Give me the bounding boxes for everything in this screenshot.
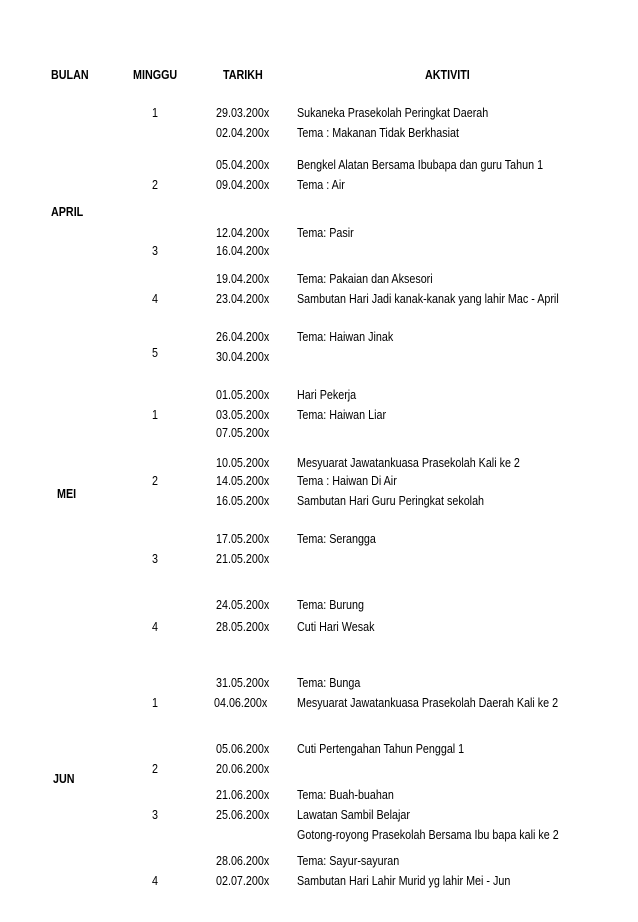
row-activity: Mesyuarat Jawatankuasa Prasekolah Kali ke 2 [297, 456, 520, 470]
row-date: 10.05.200x [216, 456, 270, 470]
row-date: 19.04.200x [216, 272, 270, 286]
row-activity: Tema: Haiwan Liar [297, 408, 387, 422]
week-number: 2 [152, 474, 158, 488]
week-number: 3 [152, 552, 158, 566]
month-label: APRIL [51, 205, 84, 219]
row-date: 30.04.200x [216, 350, 270, 364]
row-activity: Gotong-royong Prasekolah Bersama Ibu bapa kali ke 2 [297, 828, 559, 842]
header-aktiviti: AKTIVITI [425, 68, 470, 82]
row-date: 20.06.200x [216, 762, 270, 776]
header-tarikh: TARIKH [223, 68, 263, 82]
row-activity: Tema: Haiwan Jinak [297, 330, 394, 344]
week-number: 2 [152, 178, 158, 192]
row-date: 28.06.200x [216, 854, 270, 868]
week-number: 1 [152, 106, 158, 120]
week-number: 4 [152, 292, 158, 306]
row-activity: Tema: Pasir [297, 226, 354, 240]
row-date: 07.05.200x [216, 426, 270, 440]
week-number: 4 [152, 874, 158, 888]
row-activity: Lawatan Sambil Belajar [297, 808, 410, 822]
header-bulan: BULAN [51, 68, 89, 82]
row-date: 04.06.200x [214, 696, 268, 710]
week-number: 2 [152, 762, 158, 776]
row-activity: Hari Pekerja [297, 388, 357, 402]
row-date: 02.07.200x [216, 874, 270, 888]
row-activity: Tema : Haiwan Di Air [297, 474, 397, 488]
month-label: JUN [53, 772, 75, 786]
row-activity: Tema: Serangga [297, 532, 376, 546]
row-activity: Mesyuarat Jawatankuasa Prasekolah Daerah Kali ke 2 [297, 696, 559, 710]
row-date: 24.05.200x [216, 598, 270, 612]
row-activity: Tema: Buah-buahan [297, 788, 394, 802]
row-activity: Sambutan Hari Lahir Murid yg lahir Mei - Jun [297, 874, 511, 888]
row-date: 02.04.200x [216, 126, 270, 140]
row-date: 16.04.200x [216, 244, 270, 258]
row-activity: Tema : Air [297, 178, 345, 192]
week-number: 1 [152, 696, 158, 710]
header-minggu: MINGGU [133, 68, 178, 82]
row-date: 21.05.200x [216, 552, 270, 566]
row-date: 05.06.200x [216, 742, 270, 756]
row-date: 23.04.200x [216, 292, 270, 306]
row-activity: Tema : Makanan Tidak Berkhasiat [297, 126, 459, 140]
row-date: 25.06.200x [216, 808, 270, 822]
row-date: 26.04.200x [216, 330, 270, 344]
row-activity: Cuti Hari Wesak [297, 620, 375, 634]
row-date: 01.05.200x [216, 388, 270, 402]
row-activity: Sambutan Hari Jadi kanak-kanak yang lahir Mac - April [297, 292, 559, 306]
row-date: 05.04.200x [216, 158, 270, 172]
row-date: 31.05.200x [216, 676, 270, 690]
month-label: MEI [57, 487, 77, 501]
row-activity: Tema: Bunga [297, 676, 361, 690]
row-date: 03.05.200x [216, 408, 270, 422]
row-date: 17.05.200x [216, 532, 270, 546]
row-activity: Sambutan Hari Guru Peringkat sekolah [297, 494, 485, 508]
row-date: 09.04.200x [216, 178, 270, 192]
row-date: 21.06.200x [216, 788, 270, 802]
week-number: 3 [152, 244, 158, 258]
week-number: 5 [152, 346, 158, 360]
row-date: 29.03.200x [216, 106, 270, 120]
row-date: 12.04.200x [216, 226, 270, 240]
week-number: 1 [152, 408, 158, 422]
row-activity: Tema: Pakaian dan Aksesori [297, 272, 433, 286]
row-date: 14.05.200x [216, 474, 270, 488]
week-number: 3 [152, 808, 158, 822]
row-date: 28.05.200x [216, 620, 270, 634]
row-activity: Tema: Burung [297, 598, 364, 612]
row-activity: Cuti Pertengahan Tahun Penggal 1 [297, 742, 465, 756]
row-date: 16.05.200x [216, 494, 270, 508]
week-number: 4 [152, 620, 158, 634]
row-activity: Sukaneka Prasekolah Peringkat Daerah [297, 106, 489, 120]
row-activity: Tema: Sayur-sayuran [297, 854, 400, 868]
row-activity: Bengkel Alatan Bersama Ibubapa dan guru Tahun 1 [297, 158, 544, 172]
